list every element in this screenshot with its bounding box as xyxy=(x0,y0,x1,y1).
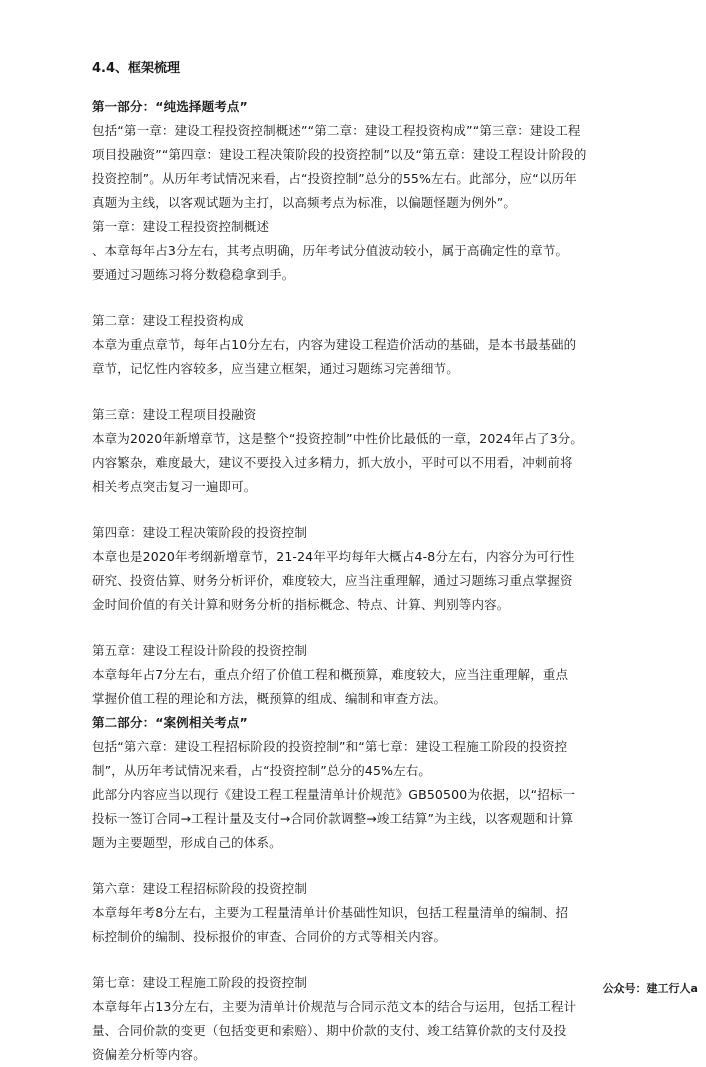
part1-intro-line: 包括“第一章：建设工程投资控制概述”“第二章：建设工程投资构成”“第三章：建设工程 xyxy=(92,123,581,138)
chapter6-title: 第六章：建设工程招标阶段的投资控制 xyxy=(92,881,308,896)
part2-title: 第二部分：“案例相关考点” xyxy=(92,715,248,730)
chapter3-body-line: 本章为2020年新增章节，这是整个“投资控制”中性价比最低的一章，2024年占了3分。 xyxy=(92,431,583,446)
chapter2-body-line: 章节，记忆性内容较多，应当建立框架，通过习题练习完善细节。 xyxy=(92,361,459,376)
chapter4-body-line: 金时间价值的有关计算和财务分析的指标概念、特点、计算、判别等内容。 xyxy=(92,597,510,612)
chapter3-title: 第三章：建设工程项目投融资 xyxy=(92,407,257,422)
chapter7-body-line: 资偏差分析等内容。 xyxy=(92,1047,206,1062)
part2-intro-line: 题为主要题型，形成自己的体系。 xyxy=(92,835,282,850)
chapter4-title: 第四章：建设工程决策阶段的投资控制 xyxy=(92,525,308,540)
chapter4-body-line: 研究、投资估算、财务分析评价，难度较大，应当注重理解，通过习题练习重点掌握资 xyxy=(92,573,573,588)
chapter3-body-line: 内容繁杂，难度最大，建议不要投入过多精力，抓大放小，平时可以不用看，冲刺前将 xyxy=(92,455,573,470)
footer-watermark-text: 公众号：建工行人a xyxy=(602,982,698,995)
chapter6-body-line: 标控制价的编制、投标报价的审查、合同价的方式等相关内容。 xyxy=(92,929,447,944)
chapter6-body-line: 本章每年考8分左右，主要为工程量清单计价基础性知识，包括工程量清单的编制、招 xyxy=(92,905,569,920)
part2-intro-line: 投标一签订合同→工程计量及支付→合同价款调整→竣工结算”为主线，以客观题和计算 xyxy=(92,811,574,826)
part2-intro-line: 此部分内容应当以现行《建设工程工程量清单计价规范》GB50500为依据，以“招标一 xyxy=(92,787,576,802)
chapter1-body-line: 、本章每年占3分左右，其考点明确，历年考试分值波动较小，属于高确定性的章节。 xyxy=(92,243,569,258)
part1-intro-line: 真题为主线，以客观试题为主打，以高频考点为标准，以偏题怪题为例外”。 xyxy=(92,195,517,210)
chapter2-title: 第二章：建设工程投资构成 xyxy=(92,313,244,328)
chapter4-body-line: 本章也是2020年考纲新增章节，21-24年平均每年大概占4-8分左右，内容分为可行性 xyxy=(92,549,575,564)
document-body xyxy=(92,95,616,1067)
section-heading: 4.4、框架梳理 xyxy=(92,61,181,76)
chapter3-body-line: 相关考点突击复习一遍即可。 xyxy=(92,479,257,494)
chapter1-title: 第一章：建设工程投资控制概述 xyxy=(92,219,270,234)
part1-title: 第一部分：“纯选择题考点” xyxy=(92,99,248,114)
chapter7-body-line: 量、合同价款的变更（包括变更和索赔）、期中价款的支付、竣工结算价款的支付及投 xyxy=(92,1023,567,1038)
chapter5-body-line: 掌握价值工程的理论和方法，概预算的组成、编制和审查方法。 xyxy=(92,691,447,706)
part2-intro-line: 包括“第六章：建设工程招标阶段的投资控制”和“第七章：建设工程施工阶段的投资控 xyxy=(92,739,568,754)
part1-intro-line: 项目投融资”“第四章：建设工程决策阶段的投资控制”以及“第五章：建设工程设计阶段的 xyxy=(92,147,587,162)
chapter5-body-line: 本章每年占7分左右，重点介绍了价值工程和概预算，难度较大，应当注重理解，重点 xyxy=(92,667,569,682)
part2-intro-line: 制”，从历年考试情况来看，占“投资控制”总分的45%左右。 xyxy=(92,763,432,778)
chapter7-title: 第七章：建设工程施工阶段的投资控制 xyxy=(92,975,308,990)
chapter5-title: 第五章：建设工程设计阶段的投资控制 xyxy=(92,643,308,658)
part1-intro-line: 投资控制”。从历年考试情况来看，占“投资控制”总分的55%左右。此部分，应“以历年 xyxy=(92,171,577,186)
chapter7-body-line: 本章每年占13分左右，主要为清单计价规范与合同示范文本的结合与运用，包括工程计 xyxy=(92,999,577,1014)
chapter2-body-line: 本章为重点章节，每年占10分左右，内容为建设工程造价活动的基础，是本书最基础的 xyxy=(92,337,577,352)
chapter1-body-line: 要通过习题练习将分数稳稳拿到手。 xyxy=(92,267,295,282)
